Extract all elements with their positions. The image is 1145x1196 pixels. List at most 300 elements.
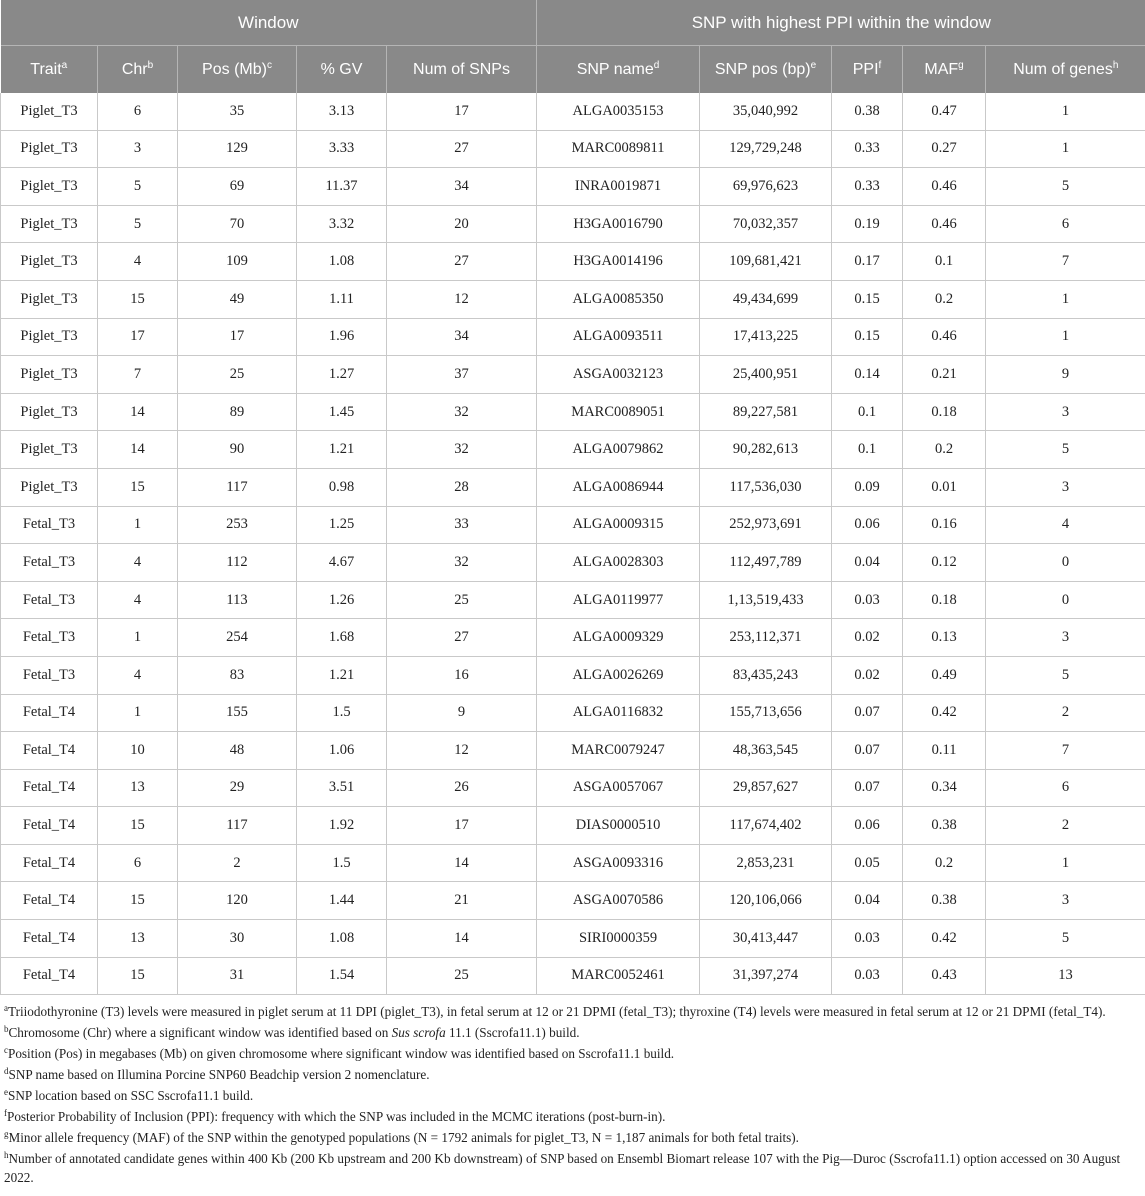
table-cell: 70,032,357	[700, 205, 832, 243]
table-cell: 15	[98, 280, 178, 318]
table-cell: 3.33	[297, 130, 387, 168]
footnote-marker: a	[4, 1003, 8, 1014]
table-row	[1, 506, 1145, 544]
table-cell: 1	[986, 93, 1145, 130]
table-row	[1, 243, 1145, 281]
table-cell: Piglet_T3	[1, 130, 98, 168]
table-cell: Fetal_T3	[1, 581, 98, 619]
table-cell: Fetal_T4	[1, 957, 98, 995]
table-cell: 12	[387, 732, 537, 770]
table-cell: 1	[986, 844, 1145, 882]
table-cell: 0.09	[832, 468, 903, 506]
table-cell: 1.27	[297, 356, 387, 394]
column-header-label: Num of genes	[1013, 60, 1113, 78]
table-cell: 0.02	[832, 619, 903, 657]
table-cell: 0.15	[832, 318, 903, 356]
table-cell: 12	[387, 280, 537, 318]
footnote-marker: c	[4, 1045, 8, 1056]
table-cell: 0.07	[832, 769, 903, 807]
table-cell: Piglet_T3	[1, 431, 98, 469]
table-cell: 90,282,613	[700, 431, 832, 469]
table-cell: 30	[178, 920, 297, 958]
table-cell: 13	[98, 769, 178, 807]
footnote-marker: e	[4, 1087, 8, 1098]
table-cell: 4	[98, 656, 178, 694]
table-row	[1, 393, 1145, 431]
footnote-marker: h	[1112, 59, 1119, 71]
table-cell: DIAS0000510	[537, 807, 700, 845]
table-cell: 2,853,231	[700, 844, 832, 882]
table-cell: 5	[98, 168, 178, 206]
table-cell: 117	[178, 807, 297, 845]
table-cell: 0.15	[832, 280, 903, 318]
group-header-window: Window	[1, 0, 537, 46]
footnote-marker: f	[878, 59, 882, 71]
table-row	[1, 957, 1145, 995]
table-cell: 0.06	[832, 506, 903, 544]
table-cell: 34	[387, 168, 537, 206]
table-cell: 0.43	[903, 957, 986, 995]
table-cell: 4	[986, 506, 1145, 544]
table-cell: 0.38	[832, 93, 903, 130]
table-cell: 0.1	[832, 393, 903, 431]
table-cell: 0.46	[903, 168, 986, 206]
table-cell: 129,729,248	[700, 130, 832, 168]
table-cell: Fetal_T4	[1, 732, 98, 770]
footnote-marker: b	[147, 59, 154, 71]
table-cell: 117,674,402	[700, 807, 832, 845]
table-row	[1, 732, 1145, 770]
table-cell: Piglet_T3	[1, 468, 98, 506]
table-row	[1, 694, 1145, 732]
table-cell: 5	[98, 205, 178, 243]
table-cell: 25	[387, 957, 537, 995]
table-cell: 2	[986, 694, 1145, 732]
table-cell: 0.38	[903, 807, 986, 845]
table-cell: 15	[98, 807, 178, 845]
table-cell: 3	[98, 130, 178, 168]
table-row	[1, 93, 1145, 130]
table-cell: 3.13	[297, 93, 387, 130]
table-cell: 3.32	[297, 205, 387, 243]
table-cell: Piglet_T3	[1, 205, 98, 243]
table-cell: 25	[178, 356, 297, 394]
footnote	[4, 1002, 1139, 1021]
footnote-marker: a	[61, 59, 68, 71]
table-cell: 69,976,623	[700, 168, 832, 206]
table-cell: 1.54	[297, 957, 387, 995]
table-cell: 28	[387, 468, 537, 506]
table-cell: 32	[387, 544, 537, 582]
footnote-marker: e	[810, 59, 817, 71]
table-cell: 0.1	[903, 243, 986, 281]
table-cell: 1.92	[297, 807, 387, 845]
footnote-marker: f	[4, 1108, 7, 1119]
table-cell: 27	[387, 243, 537, 281]
table-row	[1, 280, 1145, 318]
table-cell: 1.06	[297, 732, 387, 770]
table-cell: 1	[986, 280, 1145, 318]
table-cell: Fetal_T3	[1, 656, 98, 694]
table-cell: 5	[986, 920, 1145, 958]
table-cell: 32	[387, 431, 537, 469]
table-cell: 2	[178, 844, 297, 882]
table-cell: 14	[98, 393, 178, 431]
table-cell: 89	[178, 393, 297, 431]
table-cell: 112	[178, 544, 297, 582]
table-cell: 2	[986, 807, 1145, 845]
table-cell: 10	[98, 732, 178, 770]
table-cell: 9	[387, 694, 537, 732]
group-header-snp: SNP with highest PPI within the window	[537, 0, 1145, 46]
table-cell: 4	[98, 243, 178, 281]
footnote	[4, 1128, 1139, 1147]
table-cell: 120,106,066	[700, 882, 832, 920]
table-cell: ALGA0026269	[537, 656, 700, 694]
footnote	[4, 1065, 1139, 1084]
table-cell: 0.49	[903, 656, 986, 694]
table-cell: 15	[98, 957, 178, 995]
table-row	[1, 168, 1145, 206]
table-cell: 109	[178, 243, 297, 281]
table-cell: 25,400,951	[700, 356, 832, 394]
table-footnotes	[0, 995, 1145, 1187]
table-cell: 17	[387, 93, 537, 130]
table-cell: 7	[98, 356, 178, 394]
table-cell: 0.14	[832, 356, 903, 394]
footnote	[4, 1023, 1139, 1042]
table-cell: 32	[387, 393, 537, 431]
table-cell: 4.67	[297, 544, 387, 582]
table-cell: Piglet_T3	[1, 243, 98, 281]
table-row	[1, 544, 1145, 582]
table-cell: 17	[178, 318, 297, 356]
table-cell: 33	[387, 506, 537, 544]
table-cell: 15	[98, 882, 178, 920]
table-cell: ALGA0009315	[537, 506, 700, 544]
table-cell: 37	[387, 356, 537, 394]
table-cell: 1.44	[297, 882, 387, 920]
footnote-text: Posterior Probability of Inclusion (PPI): frequency with which the SNP was included in the MCMC iterations (post-burn-in).	[7, 1109, 666, 1125]
column-header	[986, 46, 1145, 94]
table-cell: MARC0089811	[537, 130, 700, 168]
footnote-text: Number of annotated candidate genes within 400 Kb (200 Kb upstream and 200 Kb downstream) of SNP based on Ensembl Biomart release 107 with the Pig—Duroc (Sscrofa11.1) option accessed on 30 August 2022.	[4, 1151, 1121, 1186]
column-header-label: SNP pos (bp)	[714, 60, 811, 78]
table-cell: 31,397,274	[700, 957, 832, 995]
table-cell: 21	[387, 882, 537, 920]
table-cell: 17	[98, 318, 178, 356]
table-cell: 6	[98, 93, 178, 130]
column-header	[98, 46, 178, 94]
table-body	[1, 93, 1145, 995]
table-cell: 155,713,656	[700, 694, 832, 732]
table-cell: 117,536,030	[700, 468, 832, 506]
table-row	[1, 318, 1145, 356]
table-cell: 1	[98, 694, 178, 732]
table-cell: ASGA0032123	[537, 356, 700, 394]
table-cell: Piglet_T3	[1, 356, 98, 394]
table-cell: 3	[986, 619, 1145, 657]
table-cell: 0.06	[832, 807, 903, 845]
table-cell: 3	[986, 468, 1145, 506]
table-cell: 1.08	[297, 920, 387, 958]
table-cell: 6	[986, 769, 1145, 807]
table-cell: 48	[178, 732, 297, 770]
footnote-marker: d	[653, 59, 660, 71]
table-cell: INRA0019871	[537, 168, 700, 206]
table-cell: SIRI0000359	[537, 920, 700, 958]
table-cell: 17,413,225	[700, 318, 832, 356]
table-cell: 27	[387, 130, 537, 168]
table-row	[1, 619, 1145, 657]
table-cell: Fetal_T4	[1, 882, 98, 920]
footnote-marker: d	[4, 1066, 9, 1077]
table-cell: 0.27	[903, 130, 986, 168]
table-cell: 5	[986, 656, 1145, 694]
table-cell: 129	[178, 130, 297, 168]
table-cell: Fetal_T4	[1, 694, 98, 732]
column-header	[832, 46, 903, 94]
table-cell: 35,040,992	[700, 93, 832, 130]
column-header-label: MAF	[924, 60, 959, 78]
column-header	[387, 46, 537, 94]
table-cell: 1.96	[297, 318, 387, 356]
table-cell: 89,227,581	[700, 393, 832, 431]
table-cell: 109,681,421	[700, 243, 832, 281]
table-cell: 1.26	[297, 581, 387, 619]
table-row	[1, 844, 1145, 882]
table-cell: 6	[98, 844, 178, 882]
column-header-label: Chr	[121, 60, 148, 78]
table-cell: 117	[178, 468, 297, 506]
table-cell: MARC0052461	[537, 957, 700, 995]
table-cell: 1.11	[297, 280, 387, 318]
column-header	[297, 46, 387, 94]
footnote-text: Triiodothyronine (T3) levels were measured in piglet serum at 11 DPI (piglet_T3), in fetal serum at 12 or 21 DPMI (fetal_T3); thyroxine (T4) levels were measured in fetal serum at 12 or 21 DPMI (fetal_T4).	[8, 1004, 1106, 1020]
table-cell: 0.98	[297, 468, 387, 506]
table-cell: H3GA0016790	[537, 205, 700, 243]
table-cell: Piglet_T3	[1, 93, 98, 130]
table-cell: Piglet_T3	[1, 393, 98, 431]
table-cell: 0.02	[832, 656, 903, 694]
table-cell: 252,973,691	[700, 506, 832, 544]
table-cell: 1.68	[297, 619, 387, 657]
table-cell: ALGA0119977	[537, 581, 700, 619]
table-cell: 35	[178, 93, 297, 130]
table-cell: 48,363,545	[700, 732, 832, 770]
table-row	[1, 581, 1145, 619]
table-cell: 13	[98, 920, 178, 958]
table-cell: Fetal_T3	[1, 619, 98, 657]
table-cell: 26	[387, 769, 537, 807]
table-cell: 0.1	[832, 431, 903, 469]
table-cell: 0.11	[903, 732, 986, 770]
table-row	[1, 920, 1145, 958]
table-cell: 3	[986, 393, 1145, 431]
column-header-label: PPI	[852, 60, 879, 78]
table-cell: 0.19	[832, 205, 903, 243]
table-cell: 16	[387, 656, 537, 694]
table-cell: MARC0089051	[537, 393, 700, 431]
table-cell: 0.33	[832, 168, 903, 206]
table-cell: 254	[178, 619, 297, 657]
table-cell: 1,13,519,433	[700, 581, 832, 619]
table-cell: 3.51	[297, 769, 387, 807]
table-cell: H3GA0014196	[537, 243, 700, 281]
table-cell: ALGA0035153	[537, 93, 700, 130]
table-cell: 0.01	[903, 468, 986, 506]
table-cell: 0.04	[832, 882, 903, 920]
table-cell: 0.07	[832, 694, 903, 732]
table-cell: ASGA0070586	[537, 882, 700, 920]
table-row	[1, 468, 1145, 506]
footnote	[4, 1149, 1139, 1187]
table-cell: ALGA0093511	[537, 318, 700, 356]
table-cell: 90	[178, 431, 297, 469]
footnote-text: 11.1 (Sscrofa11.1) build.	[445, 1025, 580, 1041]
table-row	[1, 205, 1145, 243]
table-cell: 7	[986, 243, 1145, 281]
table-cell: 27	[387, 619, 537, 657]
table-cell: Fetal_T4	[1, 920, 98, 958]
table-cell: 17	[387, 807, 537, 845]
table-cell: 0.2	[903, 431, 986, 469]
table-cell: 49,434,699	[700, 280, 832, 318]
table-cell: 0.47	[903, 93, 986, 130]
footnote-text: Position (Pos) in megabases (Mb) on given chromosome where significant window was identified based on Sscrofa11.1 build.	[8, 1046, 675, 1062]
footnote-marker: c	[266, 59, 272, 71]
table-cell: 120	[178, 882, 297, 920]
table-cell: 155	[178, 694, 297, 732]
table-cell: 30,413,447	[700, 920, 832, 958]
table-cell: ALGA0079862	[537, 431, 700, 469]
table-cell: 69	[178, 168, 297, 206]
table-cell: 9	[986, 356, 1145, 394]
footnote-marker: h	[4, 1150, 9, 1161]
table-cell: 0.2	[903, 280, 986, 318]
table-cell: 34	[387, 318, 537, 356]
table-cell: 1	[98, 506, 178, 544]
table-row	[1, 807, 1145, 845]
table-cell: 0.04	[832, 544, 903, 582]
table-cell: Piglet_T3	[1, 318, 98, 356]
footnote-text: SNP location based on SSC Sscrofa11.1 build.	[8, 1088, 254, 1104]
table-cell: 0.38	[903, 882, 986, 920]
table-cell: 5	[986, 168, 1145, 206]
table-cell: ALGA0009329	[537, 619, 700, 657]
table-cell: MARC0079247	[537, 732, 700, 770]
column-header-label: Pos (Mb)	[202, 60, 267, 78]
table-cell: 70	[178, 205, 297, 243]
table-row	[1, 656, 1145, 694]
table-cell: 0.46	[903, 318, 986, 356]
table-cell: Fetal_T4	[1, 807, 98, 845]
footnote	[4, 1107, 1139, 1126]
table-cell: 253,112,371	[700, 619, 832, 657]
column-header-label: Trait	[30, 60, 62, 78]
table-cell: 112,497,789	[700, 544, 832, 582]
table-cell: 14	[387, 920, 537, 958]
footnote-marker: g	[958, 59, 964, 71]
table-cell: 0.18	[903, 581, 986, 619]
table-cell: 83	[178, 656, 297, 694]
table-cell: 0.12	[903, 544, 986, 582]
table-cell: 1	[986, 130, 1145, 168]
table-cell: 14	[98, 431, 178, 469]
table-cell: 0.13	[903, 619, 986, 657]
table-cell: 20	[387, 205, 537, 243]
table-cell: 253	[178, 506, 297, 544]
table-cell: 1.21	[297, 431, 387, 469]
table-row	[1, 882, 1145, 920]
table-cell: Fetal_T3	[1, 544, 98, 582]
table-cell: 0.33	[832, 130, 903, 168]
table-cell: 0.07	[832, 732, 903, 770]
footnote-text: Chromosome (Chr) where a significant window was identified based on	[8, 1025, 392, 1041]
table-cell: Fetal_T4	[1, 844, 98, 882]
table-cell: 3	[986, 882, 1145, 920]
table-cell: 49	[178, 280, 297, 318]
table-cell: 4	[98, 544, 178, 582]
table-cell: 0.21	[903, 356, 986, 394]
table-cell: 25	[387, 581, 537, 619]
table-row	[1, 130, 1145, 168]
footnote-text: SNP name based on Illumina Porcine SNP60 Beadchip version 2 nomenclature.	[8, 1067, 430, 1083]
table-cell: 0	[986, 581, 1145, 619]
table-cell: 0.17	[832, 243, 903, 281]
table-cell: 13	[986, 957, 1145, 995]
table-cell: 5	[986, 431, 1145, 469]
table-cell: 0.42	[903, 920, 986, 958]
footnote-text: Sus scrofa	[391, 1025, 446, 1041]
table-cell: 1.5	[297, 694, 387, 732]
table-cell: Fetal_T4	[1, 769, 98, 807]
table-cell: 29	[178, 769, 297, 807]
footnote-marker: b	[4, 1024, 9, 1035]
table-cell: 1.08	[297, 243, 387, 281]
column-header	[178, 46, 297, 94]
table-cell: 83,435,243	[700, 656, 832, 694]
table-cell: Piglet_T3	[1, 168, 98, 206]
table-cell: ALGA0085350	[537, 280, 700, 318]
table-cell: 0.16	[903, 506, 986, 544]
footnote	[4, 1044, 1139, 1063]
table-cell: 0.46	[903, 205, 986, 243]
column-header	[1, 46, 98, 94]
column-header	[903, 46, 986, 94]
table-cell: ASGA0057067	[537, 769, 700, 807]
table-cell: 1	[98, 619, 178, 657]
column-header	[537, 46, 700, 94]
table-cell: 0.18	[903, 393, 986, 431]
column-header-label: Num of SNPs	[413, 60, 510, 78]
table-cell: 15	[98, 468, 178, 506]
table-cell: 1.5	[297, 844, 387, 882]
table-cell: 7	[986, 732, 1145, 770]
table-cell: 4	[98, 581, 178, 619]
column-header	[700, 46, 832, 94]
footnote-marker: g	[4, 1129, 9, 1140]
table-cell: ALGA0116832	[537, 694, 700, 732]
table-cell: 1.21	[297, 656, 387, 694]
table-cell: 113	[178, 581, 297, 619]
footnote-text: Minor allele frequency (MAF) of the SNP within the genotyped populations (N = 1792 animals for piglet_T3, N = 1,187 animals for both fetal traits).	[8, 1130, 799, 1146]
table-cell: ASGA0093316	[537, 844, 700, 882]
table-cell: 1.25	[297, 506, 387, 544]
table-cell: Fetal_T3	[1, 506, 98, 544]
table-cell: 1.45	[297, 393, 387, 431]
column-header-row	[1, 46, 1145, 94]
